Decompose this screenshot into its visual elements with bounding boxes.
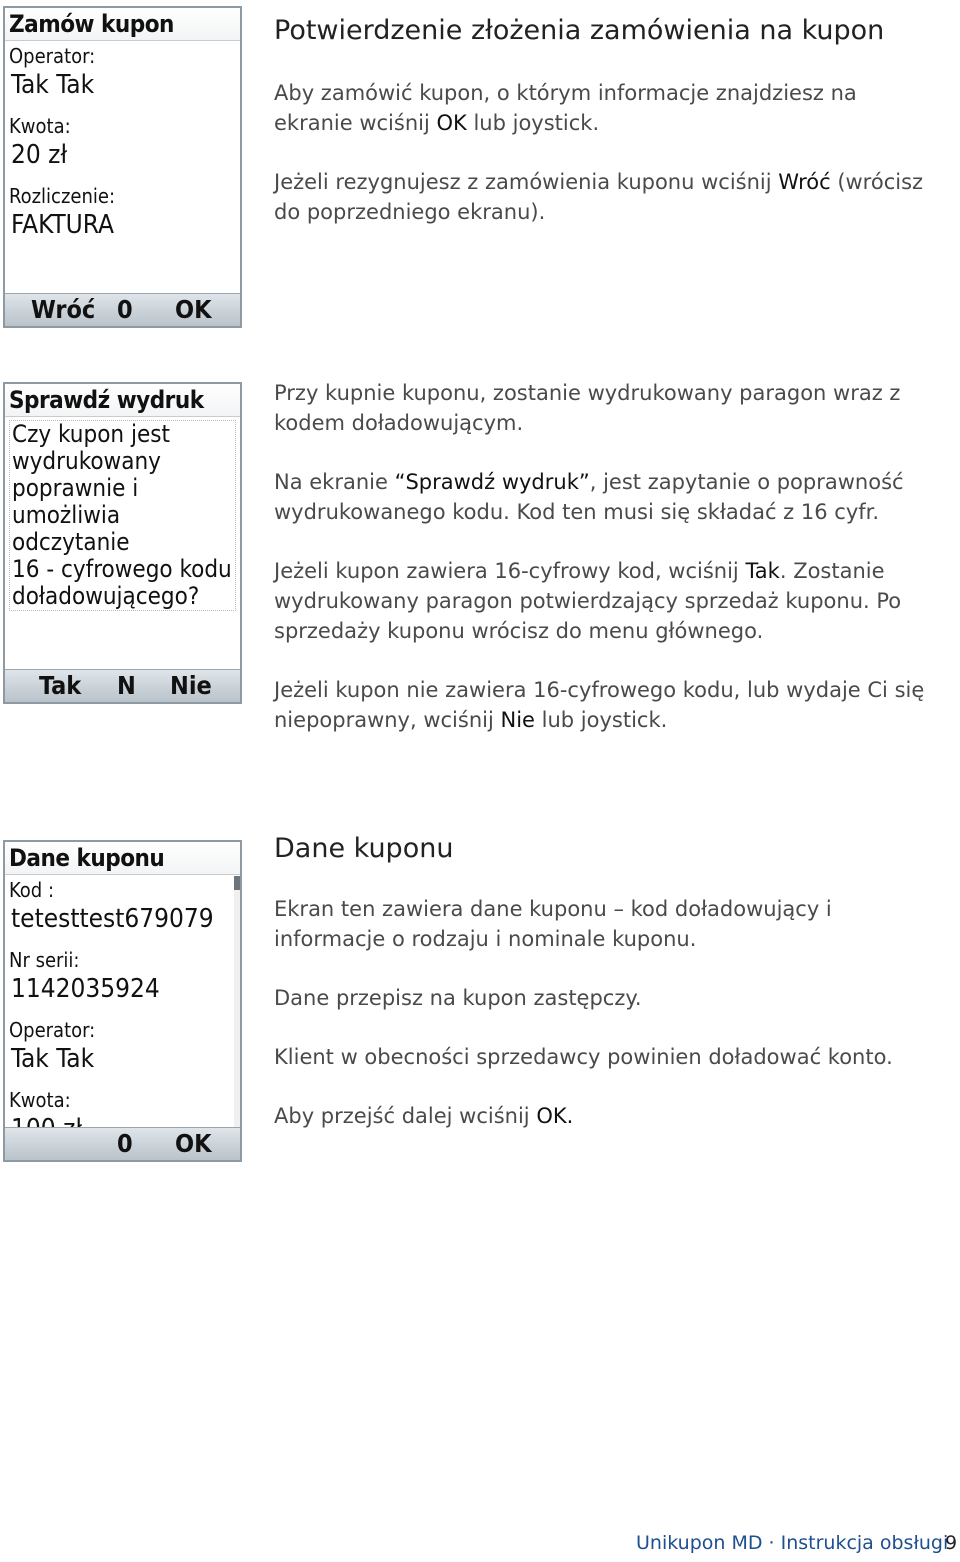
- scrollbar[interactable]: [234, 876, 240, 1128]
- question-line: 16 - cyfrowego kodu: [12, 555, 232, 583]
- screen-body: [5, 876, 234, 1128]
- text: lub joystick.: [534, 708, 668, 732]
- paragraph: Klient w obecności sprzedawcy powinien doładować konto.: [274, 1045, 893, 1069]
- section-order-confirmation: [274, 14, 934, 256]
- question-box: [9, 420, 236, 611]
- question-line: odczytanie: [12, 528, 130, 556]
- phone-screen-check-print: [3, 382, 242, 704]
- paragraph: [274, 78, 934, 138]
- text: . Zostanie wydrukowany paragon potwierdzający sprzedaż kuponu. Po sprzedaży kuponu wrócisz do menu głównego.: [274, 559, 902, 643]
- operator-label: Operator:: [9, 1018, 96, 1042]
- amount-label: Kwota:: [9, 1088, 71, 1112]
- ok-softkey[interactable]: OK: [175, 1129, 212, 1158]
- text: Jeżeli rezygnujesz z zamówienia kuponu wciśnij: [274, 170, 779, 194]
- screen-title: Sprawdź wydruk: [5, 384, 240, 417]
- question-line: doładowującego?: [12, 582, 200, 610]
- page-footer: [600, 1532, 960, 1562]
- section-heading: Dane kuponu: [274, 833, 454, 864]
- code-label: Kod :: [9, 878, 55, 902]
- question-line: umożliwia: [12, 501, 121, 529]
- operator-value: Tak Tak: [11, 1044, 95, 1074]
- question-line: poprawnie i: [12, 474, 139, 502]
- scrollbar-thumb[interactable]: [234, 876, 240, 890]
- text: (wrócisz do poprzedniego ekranu).: [274, 170, 924, 224]
- paragraph: [274, 167, 934, 227]
- paragraph: Ekran ten zawiera dane kuponu – kod doładowujący i informacje o rodzaju i nominale kuponu.: [274, 897, 832, 951]
- text: Jeżeli kupon zawiera 16-cyfrowy kod, wciśnij: [274, 559, 746, 583]
- billing-label: Rozliczenie:: [9, 184, 116, 208]
- section-check-print: [274, 378, 934, 764]
- keyword-yes: Tak: [745, 559, 780, 583]
- middle-softkey[interactable]: 0: [117, 295, 133, 324]
- paragraph: [274, 675, 934, 735]
- screen-title: Zamów kupon: [5, 8, 240, 41]
- paragraph: [274, 467, 934, 527]
- back-softkey[interactable]: Wróć: [31, 295, 96, 324]
- paragraph: [274, 556, 934, 646]
- code-value: tetesttest679079: [11, 904, 214, 934]
- question-line: Czy kupon jest: [12, 420, 170, 448]
- screen-title: Dane kuponu: [5, 842, 240, 875]
- paragraph: Przy kupnie kuponu, zostanie wydrukowany paragon wraz z kodem doładowującym.: [274, 381, 901, 435]
- no-softkey[interactable]: Nie: [170, 671, 212, 700]
- text: Jeżeli kupon nie zawiera 16-cyfrowego kodu, lub wydaje Ci się niepoprawny, wciśnij: [274, 678, 925, 732]
- amount-value: 20 zł: [11, 140, 68, 170]
- keyword-no: Nie: [500, 708, 535, 732]
- serial-value: 1142035924: [11, 974, 160, 1004]
- yes-softkey[interactable]: Tak: [39, 671, 82, 700]
- section-coupon-details: [274, 832, 934, 1160]
- billing-value: FAKTURA: [11, 210, 114, 240]
- page-number: 9: [945, 1532, 958, 1554]
- paragraph: [274, 1101, 934, 1131]
- paragraph: Dane przepisz na kupon zastępczy.: [274, 986, 642, 1010]
- middle-softkey[interactable]: 0: [117, 1129, 133, 1158]
- footer-title: Unikupon MD · Instrukcja obsługi: [636, 1532, 949, 1554]
- middle-softkey[interactable]: N: [117, 671, 136, 700]
- text: Na ekranie: [274, 470, 395, 494]
- phone-screen-coupon-details: [3, 840, 242, 1162]
- screen-body: [5, 42, 240, 254]
- operator-label: Operator:: [9, 44, 96, 68]
- keyword-ok: OK: [436, 111, 467, 135]
- softkey-bar: [5, 669, 240, 702]
- section-heading: Potwierdzenie złożenia zamówienia na kupon: [274, 15, 885, 46]
- text: lub joystick.: [466, 111, 600, 135]
- keyword-check-print: “Sprawdź wydruk”: [394, 470, 590, 494]
- serial-label: Nr serii:: [9, 948, 80, 972]
- phone-screen-order-coupon: [3, 6, 242, 328]
- softkey-bar: [5, 1127, 240, 1160]
- operator-value: Tak Tak: [11, 70, 95, 100]
- keyword-back: Wróć: [778, 170, 831, 194]
- text: Aby przejść dalej wciśnij: [274, 1104, 537, 1128]
- amount-label: Kwota:: [9, 114, 71, 138]
- ok-softkey[interactable]: OK: [175, 295, 212, 324]
- question-line: wydrukowany: [12, 447, 161, 475]
- text: , jest zapytanie o poprawność wydrukowanego kodu. Kod ten musi się składać z 16 cyfr.: [274, 470, 904, 524]
- screen-body: [5, 418, 240, 611]
- keyword-ok: OK.: [536, 1104, 574, 1128]
- softkey-bar: [5, 293, 240, 326]
- text: Aby zamówić kupon, o którym informacje znajdziesz na ekranie wciśnij: [274, 81, 857, 135]
